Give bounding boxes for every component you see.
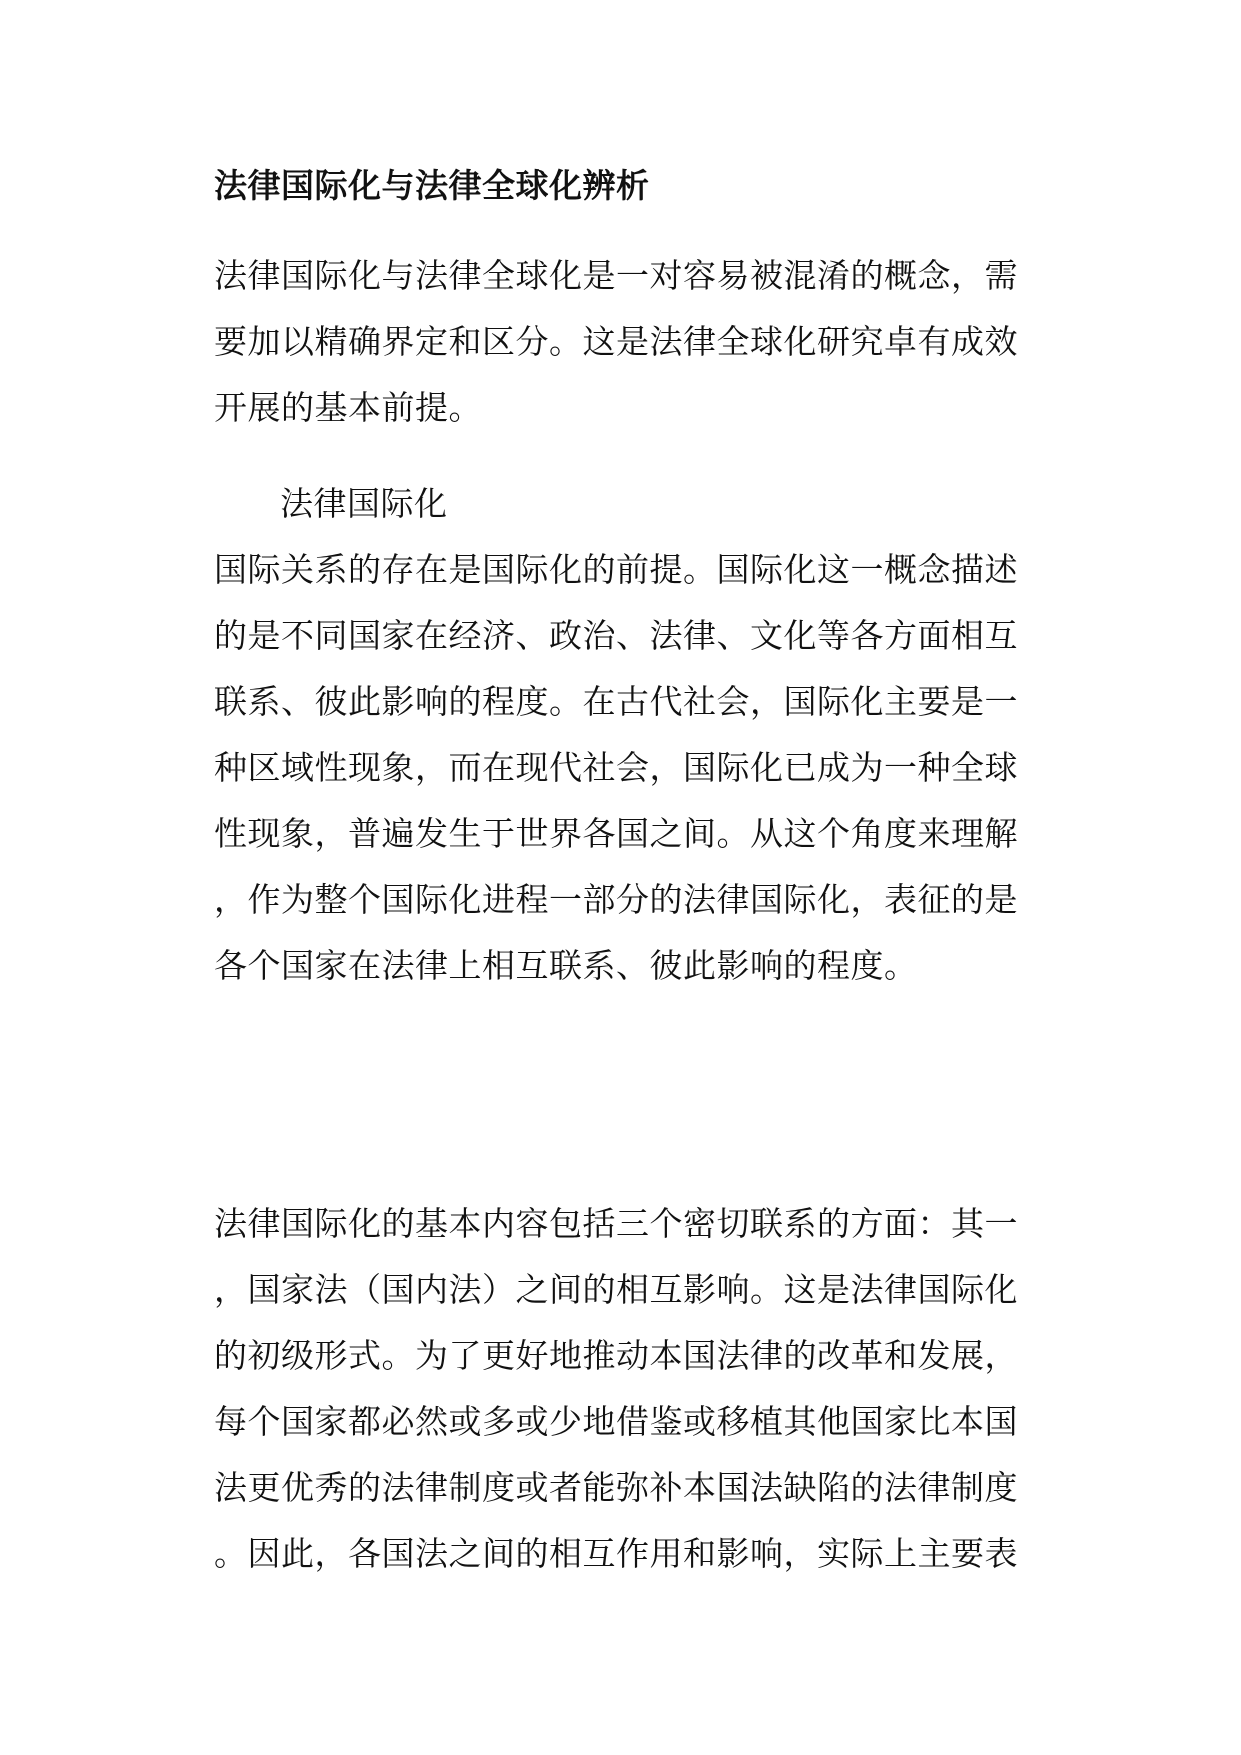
section-line: ，作为整个国际化进程一部分的法律国际化，表征的是 [214,880,1018,919]
intro-line: 开展的基本前提。 [214,388,482,427]
section-line: 联系、彼此影响的程度。在古代社会，国际化主要是一 [214,682,1018,721]
section-line: 的是不同国家在经济、政治、法律、文化等各方面相互 [214,616,1018,655]
section-line: 国际关系的存在是国际化的前提。国际化这一概念描述 [214,550,1018,589]
intro-line: 法律国际化与法律全球化是一对容易被混淆的概念，需 [214,256,1018,295]
content-line: 法律国际化的基本内容包括三个密切联系的方面：其一 [214,1204,1018,1243]
content-line: 每个国家都必然或多或少地借鉴或移植其他国家比本国 [214,1402,1018,1441]
intro-paragraph [214,243,1030,441]
section-line: 性现象，普遍发生于世界各国之间。从这个角度来理解 [214,814,1018,853]
content-line: 的初级形式。为了更好地推动本国法律的改革和发展， [214,1336,1018,1375]
content-paragraph [214,1191,1030,1587]
content-line: ，国家法（国内法）之间的相互影响。这是法律国际化 [214,1270,1018,1309]
section-paragraph [214,537,1030,999]
content-line: 。因此，各国法之间的相互作用和影响，实际上主要表 [214,1534,1018,1573]
content-line: 法更优秀的法律制度或者能弥补本国法缺陷的法律制度 [214,1468,1018,1507]
section-line: 种区域性现象，而在现代社会，国际化已成为一种全球 [214,748,1018,787]
section-heading: 法律国际化 [280,484,448,523]
intro-line: 要加以精确界定和区分。这是法律全球化研究卓有成效 [214,322,1018,361]
section-line: 各个国家在法律上相互联系、彼此影响的程度。 [214,946,918,985]
document-title: 法律国际化与法律全球化辨析 [214,166,650,205]
